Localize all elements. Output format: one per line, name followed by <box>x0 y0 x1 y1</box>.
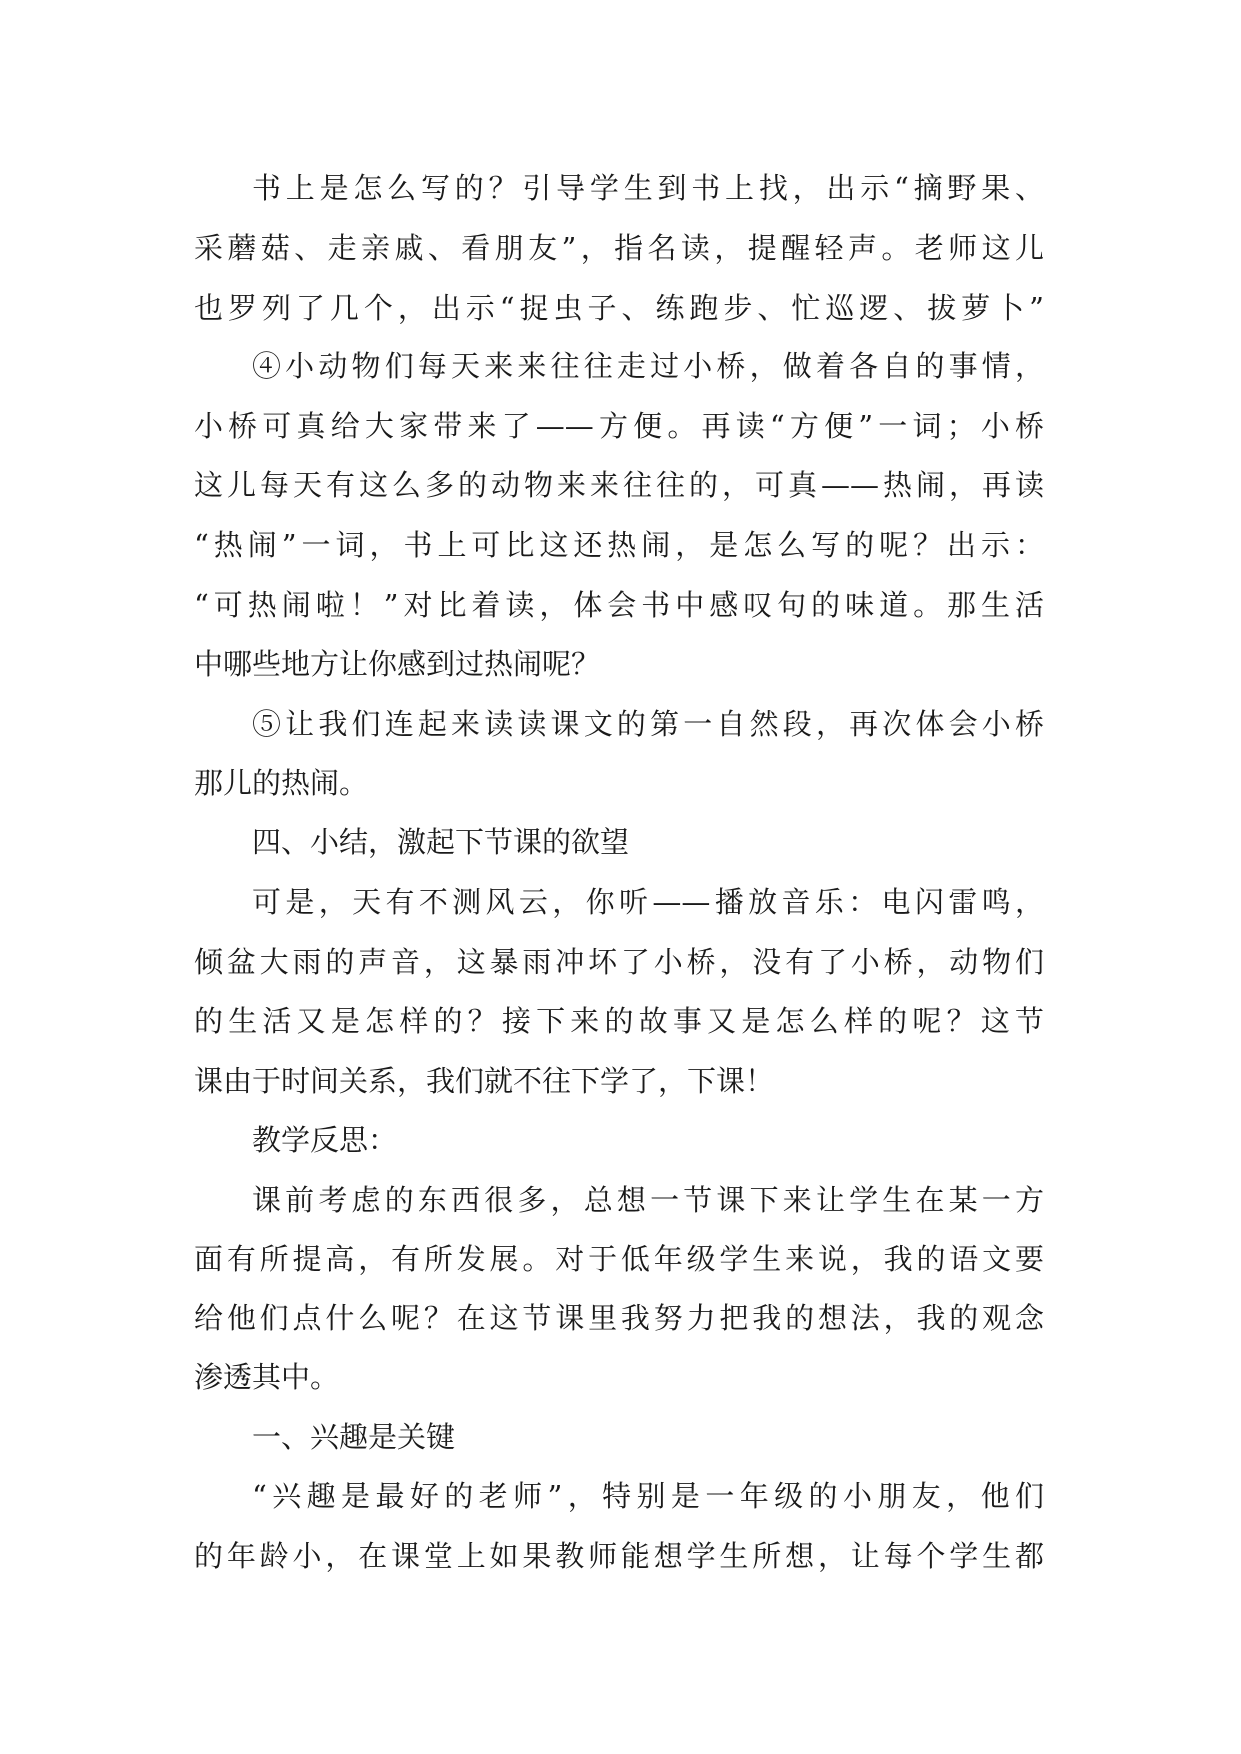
text-line: “兴趣是最好的老师”，特别是一年级的小朋友，他们 <box>252 1479 1044 1513</box>
text-line: 可是，天有不测风云，你听——播放音乐：电闪雷鸣， <box>252 885 1044 919</box>
text-line: 给他们点什么呢？在这节课里我努力把我的想法，我的观念 <box>194 1301 1044 1335</box>
text-line: 那儿的热闹。 <box>194 766 369 800</box>
text-line: “可热闹啦！”对比着读，体会书中感叹句的味道。那生活 <box>194 588 1044 622</box>
text-line: 小桥可真给大家带来了——方便。再读“方便”一词；小桥 <box>194 409 1044 443</box>
text-line: 倾盆大雨的声音，这暴雨冲坏了小桥，没有了小桥，动物们 <box>194 945 1044 979</box>
text-line: 这儿每天有这么多的动物来来往往的，可真——热闹，再读 <box>194 468 1044 502</box>
section-heading: 一、兴趣是关键 <box>252 1420 456 1454</box>
text-line: ④小动物们每天来来往往走过小桥，做着各自的事情， <box>252 349 1044 383</box>
section-heading: 教学反思： <box>252 1123 398 1157</box>
text-line: 的年龄小，在课堂上如果教师能想学生所想，让每个学生都 <box>194 1539 1044 1573</box>
text-line: 渗透其中。 <box>194 1360 340 1394</box>
section-heading: 四、小结，激起下节课的欲望 <box>252 825 630 859</box>
text-line: “热闹”一词，书上可比这还热闹，是怎么写的呢？出示： <box>194 528 1044 562</box>
text-line: 的生活又是怎样的？接下来的故事又是怎么样的呢？这节 <box>194 1004 1044 1038</box>
text-line: 也罗列了几个，出示“捉虫子、练跑步、忙巡逻、拔萝卜” <box>194 291 1044 325</box>
text-line: 中哪些地方让你感到过热闹呢？ <box>194 647 601 681</box>
text-line: 课由于时间关系，我们就不往下学了，下课！ <box>194 1064 775 1098</box>
text-line: 课前考虑的东西很多，总想一节课下来让学生在某一方 <box>252 1183 1044 1217</box>
text-line: 面有所提高，有所发展。对于低年级学生来说，我的语文要 <box>194 1242 1044 1276</box>
text-line: 书上是怎么写的？引导学生到书上找，出示“摘野果、 <box>252 171 1044 205</box>
text-line: 采蘑菇、走亲戚、看朋友”，指名读，提醒轻声。老师这儿 <box>194 231 1044 265</box>
text-line: ⑤让我们连起来读读课文的第一自然段，再次体会小桥 <box>252 707 1044 741</box>
